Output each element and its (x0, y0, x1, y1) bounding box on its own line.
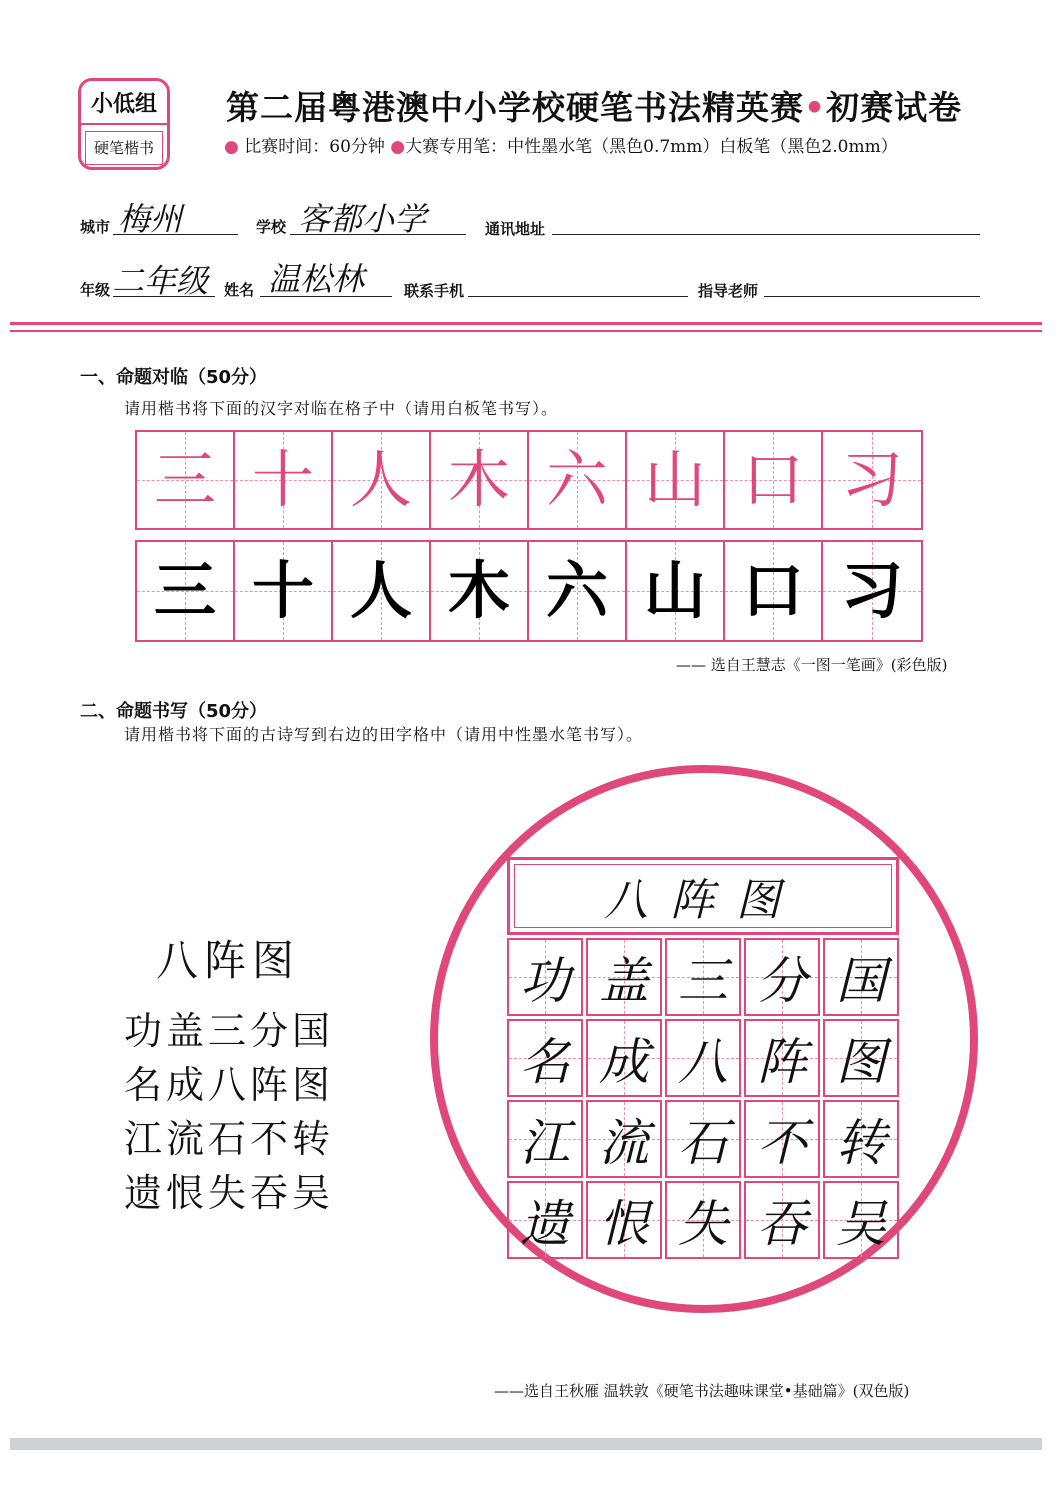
written-char: 不 (757, 1114, 807, 1172)
phone-field[interactable] (468, 296, 688, 297)
city-value: 梅州 (118, 200, 183, 238)
school-value: 客都小学 (298, 200, 427, 238)
written-char: 山 (643, 554, 706, 627)
school-label: 学校 (256, 218, 287, 236)
grid-cell[interactable] (586, 1100, 662, 1178)
model-char: 十 (251, 443, 314, 516)
model-char: 山 (643, 443, 706, 516)
grid-cell[interactable] (744, 1181, 820, 1259)
name-label: 姓名 (224, 281, 255, 299)
written-char: 石 (678, 1114, 728, 1172)
section2-instruction: 请用楷书将下面的古诗写到右边的田字格中（请用中性墨水笔书写）。 (124, 725, 644, 744)
written-char: 吞 (757, 1195, 807, 1253)
grade-label: 年级 (80, 281, 111, 299)
section1-heading: 一、命题对临（50分） (80, 367, 268, 388)
grid-cell[interactable] (507, 1019, 583, 1097)
written-char: 图 (836, 1033, 886, 1091)
model-char: 六 (545, 443, 608, 516)
grid-cell (137, 432, 235, 528)
grid-cell[interactable] (744, 1019, 820, 1097)
written-char: 阵 (757, 1033, 807, 1091)
bullet-icon: ● (224, 137, 239, 157)
written-char: 江 (520, 1114, 570, 1172)
section1-instruction: 请用楷书将下面的汉字对临在格子中（请用白板笔书写）。 (124, 399, 559, 418)
written-char: 三 (153, 554, 216, 627)
written-title: 八阵图 (514, 864, 892, 928)
bottom-bar (10, 1438, 1042, 1450)
grid-cell[interactable] (529, 542, 627, 640)
address-label: 通讯地址 (485, 220, 546, 238)
written-char: 转 (836, 1114, 886, 1172)
written-char: 口 (741, 554, 804, 627)
written-char: 遗 (520, 1195, 570, 1253)
exam-pens: 大赛专用笔：中性墨水笔（黑色0.7mm）白板笔（黑色2.0mm） (405, 137, 898, 157)
grid-cell[interactable] (823, 938, 899, 1016)
written-char: 恨 (599, 1195, 649, 1253)
copy-char-grid[interactable] (135, 540, 923, 642)
grid-cell[interactable] (665, 1100, 741, 1178)
grid-cell[interactable] (823, 1019, 899, 1097)
divider-rule (10, 330, 1042, 332)
grid-cell[interactable] (627, 542, 725, 640)
grade-value: 二年级 (112, 262, 209, 300)
written-char: 功 (520, 952, 570, 1010)
exam-meta (224, 132, 898, 157)
written-char: 失 (678, 1195, 728, 1253)
bullet-icon: ● (390, 137, 406, 157)
section2-source: ——选自王秋雁 温轶敦《硬笔书法趣味课堂•基础篇》(双色版) (494, 1382, 910, 1400)
grid-cell[interactable] (507, 1181, 583, 1259)
group-badge (78, 78, 170, 170)
title-dot: • (804, 88, 827, 127)
written-char: 分 (757, 952, 807, 1010)
city-label: 城市 (80, 218, 111, 236)
section2-heading: 二、命题书写（50分） (80, 701, 268, 722)
name-value: 温松林 (268, 260, 365, 298)
poem-line: 遗恨失吞吴 (124, 1171, 335, 1215)
written-char: 十 (251, 554, 314, 627)
title-suffix: 初赛试卷 (826, 88, 963, 127)
written-char: 八 (678, 1033, 728, 1091)
poem-title: 八阵图 (156, 936, 301, 985)
grid-cell[interactable] (431, 542, 529, 640)
section1-source: —— 选自王慧志《一图一笔画》(彩色版) (676, 656, 948, 674)
grid-cell[interactable] (823, 1100, 899, 1178)
grid-cell[interactable] (744, 938, 820, 1016)
model-char: 人 (349, 443, 412, 516)
written-char: 吴 (836, 1195, 886, 1253)
writing-grid[interactable] (507, 938, 903, 1259)
page-title (226, 82, 962, 129)
poem-line: 功盖三分国 (124, 1009, 335, 1053)
title-main: 第二届粤港澳中小学校硬笔书法精英赛 (226, 88, 804, 127)
written-title-box[interactable] (507, 857, 899, 935)
written-char: 六 (545, 554, 608, 627)
grid-cell (333, 432, 431, 528)
model-char-grid (135, 430, 923, 530)
grid-cell[interactable] (586, 938, 662, 1016)
model-char: 木 (447, 443, 510, 516)
grid-cell (235, 432, 333, 528)
grid-cell[interactable] (823, 542, 921, 640)
grid-cell (529, 432, 627, 528)
written-char: 成 (599, 1033, 649, 1091)
grid-cell[interactable] (665, 1181, 741, 1259)
written-char: 名 (520, 1033, 570, 1091)
grid-cell (823, 432, 921, 528)
grid-cell[interactable] (507, 938, 583, 1016)
grid-cell[interactable] (333, 542, 431, 640)
written-char: 盖 (599, 952, 649, 1010)
teacher-label: 指导老师 (698, 282, 759, 300)
grid-cell[interactable] (137, 542, 235, 640)
divider-rule (10, 322, 1042, 325)
written-char: 人 (349, 554, 412, 627)
address-field[interactable] (552, 234, 980, 235)
grid-cell[interactable] (823, 1181, 899, 1259)
badge-divider (81, 123, 167, 125)
phone-label: 联系手机 (404, 282, 465, 300)
written-char: 习 (840, 554, 903, 627)
grid-cell[interactable] (665, 1019, 741, 1097)
grid-cell (431, 432, 529, 528)
poem-line: 名成八阵图 (124, 1063, 335, 1107)
exam-time: 比赛时间：60分钟 (244, 137, 385, 157)
badge-style: 硬笔楷书 (85, 131, 163, 165)
model-char: 习 (840, 443, 903, 516)
written-char: 国 (836, 952, 886, 1010)
grid-cell (725, 432, 823, 528)
written-char: 木 (447, 554, 510, 627)
written-char: 三 (678, 952, 728, 1010)
grid-cell[interactable] (586, 1019, 662, 1097)
model-char: 口 (741, 443, 804, 516)
grid-cell[interactable] (725, 542, 823, 640)
grid-cell[interactable] (507, 1100, 583, 1178)
grid-cell[interactable] (235, 542, 333, 640)
teacher-field[interactable] (764, 296, 980, 297)
poem-line: 江流石不转 (124, 1117, 335, 1161)
grid-cell[interactable] (586, 1181, 662, 1259)
written-char: 流 (599, 1114, 649, 1172)
grid-cell[interactable] (665, 938, 741, 1016)
badge-group: 小低组 (90, 92, 157, 117)
grid-cell[interactable] (744, 1100, 820, 1178)
model-char: 三 (153, 443, 216, 516)
grid-cell (627, 432, 725, 528)
